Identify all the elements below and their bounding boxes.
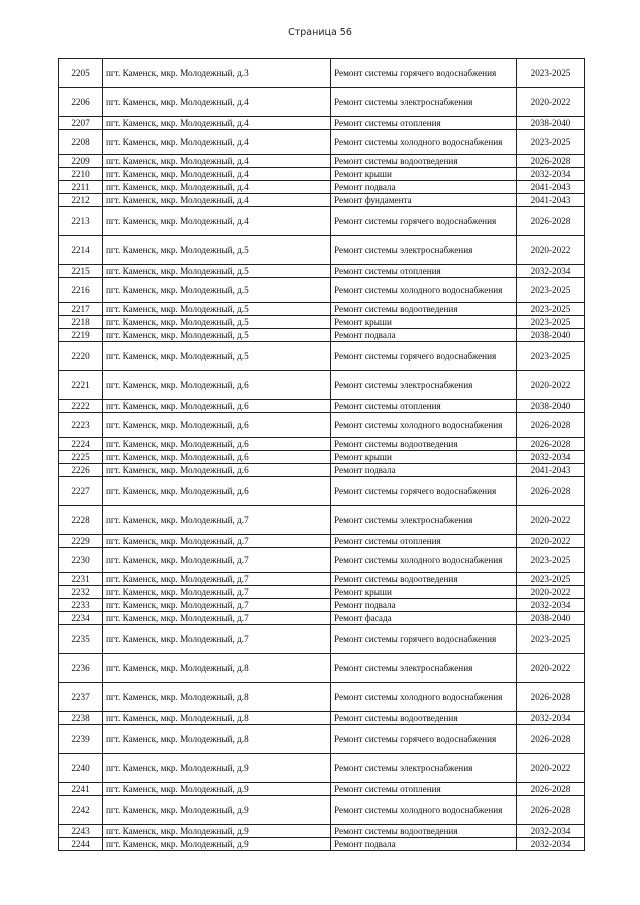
table-row — [59, 477, 585, 506]
table-row — [59, 625, 585, 654]
row-number-cell: 2210 — [59, 168, 103, 181]
period-cell: 2026-2028 — [517, 413, 585, 438]
row-number-cell: 2244 — [59, 838, 103, 851]
period-cell: 2026-2028 — [517, 155, 585, 168]
period-cell: 2038-2040 — [517, 117, 585, 130]
address-cell: пгт. Каменск, мкр. Молодежный, д.7 — [103, 612, 331, 625]
address-cell: пгт. Каменск, мкр. Молодежный, д.7 — [103, 535, 331, 548]
period-cell: 2026-2028 — [517, 683, 585, 712]
row-number-cell: 2236 — [59, 654, 103, 683]
address-cell: пгт. Каменск, мкр. Молодежный, д.9 — [103, 796, 331, 825]
address-cell: пгт. Каменск, мкр. Молодежный, д.5 — [103, 303, 331, 316]
period-cell: 2023-2025 — [517, 303, 585, 316]
work-type-cell: Ремонт системы электроснабжения — [331, 506, 517, 535]
page-number-header: Страница 56 — [288, 27, 352, 38]
table-row — [59, 683, 585, 712]
work-type-cell: Ремонт системы холодного водоснабжения — [331, 548, 517, 573]
period-cell: 2038-2040 — [517, 400, 585, 413]
row-number-cell: 2226 — [59, 464, 103, 477]
row-number-cell: 2234 — [59, 612, 103, 625]
work-type-cell: Ремонт системы водоотведения — [331, 712, 517, 725]
address-cell: пгт. Каменск, мкр. Молодежный, д.6 — [103, 464, 331, 477]
address-cell: пгт. Каменск, мкр. Молодежный, д.8 — [103, 654, 331, 683]
table-row — [59, 438, 585, 451]
table-row — [59, 303, 585, 316]
period-cell: 2020-2022 — [517, 88, 585, 117]
work-type-cell: Ремонт подвала — [331, 329, 517, 342]
address-cell: пгт. Каменск, мкр. Молодежный, д.7 — [103, 586, 331, 599]
row-number-cell: 2218 — [59, 316, 103, 329]
period-cell: 2023-2025 — [517, 625, 585, 654]
address-cell: пгт. Каменск, мкр. Молодежный, д.6 — [103, 451, 331, 464]
period-cell: 2041-2043 — [517, 194, 585, 207]
period-cell: 2023-2025 — [517, 573, 585, 586]
row-number-cell: 2221 — [59, 371, 103, 400]
table-row — [59, 207, 585, 236]
work-type-cell: Ремонт крыши — [331, 168, 517, 181]
period-cell: 2032-2034 — [517, 599, 585, 612]
work-type-cell: Ремонт системы водоотведения — [331, 825, 517, 838]
row-number-cell: 2222 — [59, 400, 103, 413]
table-row — [59, 506, 585, 535]
period-cell: 2023-2025 — [517, 278, 585, 303]
table-row — [59, 586, 585, 599]
table-row — [59, 316, 585, 329]
period-cell: 2032-2034 — [517, 838, 585, 851]
period-cell: 2020-2022 — [517, 586, 585, 599]
table-body — [59, 59, 585, 851]
period-cell: 2020-2022 — [517, 506, 585, 535]
row-number-cell: 2240 — [59, 754, 103, 783]
address-cell: пгт. Каменск, мкр. Молодежный, д.5 — [103, 329, 331, 342]
period-cell: 2032-2034 — [517, 825, 585, 838]
work-type-cell: Ремонт системы электроснабжения — [331, 371, 517, 400]
address-cell: пгт. Каменск, мкр. Молодежный, д.4 — [103, 194, 331, 207]
work-type-cell: Ремонт системы отопления — [331, 400, 517, 413]
period-cell: 2032-2034 — [517, 265, 585, 278]
table-row — [59, 278, 585, 303]
table-row — [59, 573, 585, 586]
address-cell: пгт. Каменск, мкр. Молодежный, д.4 — [103, 130, 331, 155]
work-type-cell: Ремонт системы водоотведения — [331, 303, 517, 316]
period-cell: 2038-2040 — [517, 329, 585, 342]
work-type-cell: Ремонт системы электроснабжения — [331, 654, 517, 683]
table-row — [59, 599, 585, 612]
row-number-cell: 2216 — [59, 278, 103, 303]
row-number-cell: 2225 — [59, 451, 103, 464]
period-cell: 2032-2034 — [517, 168, 585, 181]
work-type-cell: Ремонт системы водоотведения — [331, 573, 517, 586]
work-type-cell: Ремонт подвала — [331, 464, 517, 477]
table-row — [59, 654, 585, 683]
work-type-cell: Ремонт системы горячего водоснабжения — [331, 477, 517, 506]
period-cell: 2023-2025 — [517, 548, 585, 573]
work-type-cell: Ремонт системы горячего водоснабжения — [331, 207, 517, 236]
address-cell: пгт. Каменск, мкр. Молодежный, д.5 — [103, 316, 331, 329]
period-cell: 2038-2040 — [517, 612, 585, 625]
work-type-cell: Ремонт подвала — [331, 838, 517, 851]
address-cell: пгт. Каменск, мкр. Молодежный, д.5 — [103, 278, 331, 303]
table-row — [59, 371, 585, 400]
address-cell: пгт. Каменск, мкр. Молодежный, д.7 — [103, 599, 331, 612]
period-cell: 2026-2028 — [517, 438, 585, 451]
row-number-cell: 2230 — [59, 548, 103, 573]
period-cell: 2020-2022 — [517, 754, 585, 783]
address-cell: пгт. Каменск, мкр. Молодежный, д.5 — [103, 265, 331, 278]
row-number-cell: 2242 — [59, 796, 103, 825]
row-number-cell: 2233 — [59, 599, 103, 612]
row-number-cell: 2215 — [59, 265, 103, 278]
period-cell: 2032-2034 — [517, 451, 585, 464]
period-cell: 2026-2028 — [517, 725, 585, 754]
row-number-cell: 2206 — [59, 88, 103, 117]
address-cell: пгт. Каменск, мкр. Молодежный, д.7 — [103, 573, 331, 586]
row-number-cell: 2239 — [59, 725, 103, 754]
period-cell: 2026-2028 — [517, 796, 585, 825]
row-number-cell: 2241 — [59, 783, 103, 796]
work-type-cell: Ремонт системы водоотведения — [331, 155, 517, 168]
period-cell: 2020-2022 — [517, 371, 585, 400]
work-type-cell: Ремонт подвала — [331, 599, 517, 612]
row-number-cell: 2207 — [59, 117, 103, 130]
row-number-cell: 2223 — [59, 413, 103, 438]
address-cell: пгт. Каменск, мкр. Молодежный, д.4 — [103, 168, 331, 181]
table-row — [59, 464, 585, 477]
period-cell: 2023-2025 — [517, 130, 585, 155]
work-type-cell: Ремонт крыши — [331, 586, 517, 599]
address-cell: пгт. Каменск, мкр. Молодежный, д.4 — [103, 155, 331, 168]
table-row — [59, 451, 585, 464]
work-type-cell: Ремонт крыши — [331, 451, 517, 464]
row-number-cell: 2209 — [59, 155, 103, 168]
work-type-cell: Ремонт системы горячего водоснабжения — [331, 342, 517, 371]
row-number-cell: 2232 — [59, 586, 103, 599]
row-number-cell: 2224 — [59, 438, 103, 451]
period-cell: 2023-2025 — [517, 342, 585, 371]
address-cell: пгт. Каменск, мкр. Молодежный, д.6 — [103, 400, 331, 413]
work-type-cell: Ремонт подвала — [331, 181, 517, 194]
address-cell: пгт. Каменск, мкр. Молодежный, д.6 — [103, 413, 331, 438]
table-row — [59, 329, 585, 342]
work-type-cell: Ремонт крыши — [331, 316, 517, 329]
row-number-cell: 2211 — [59, 181, 103, 194]
address-cell: пгт. Каменск, мкр. Молодежный, д.7 — [103, 625, 331, 654]
address-cell: пгт. Каменск, мкр. Молодежный, д.4 — [103, 117, 331, 130]
address-cell: пгт. Каменск, мкр. Молодежный, д.3 — [103, 59, 331, 88]
row-number-cell: 2235 — [59, 625, 103, 654]
table-row — [59, 825, 585, 838]
table-row — [59, 783, 585, 796]
work-type-cell: Ремонт системы отопления — [331, 265, 517, 278]
table-row — [59, 194, 585, 207]
work-type-cell: Ремонт системы электроснабжения — [331, 88, 517, 117]
address-cell: пгт. Каменск, мкр. Молодежный, д.8 — [103, 712, 331, 725]
row-number-cell: 2228 — [59, 506, 103, 535]
table-row — [59, 59, 585, 88]
row-number-cell: 2205 — [59, 59, 103, 88]
address-cell: пгт. Каменск, мкр. Молодежный, д.9 — [103, 825, 331, 838]
work-type-cell: Ремонт системы горячего водоснабжения — [331, 725, 517, 754]
work-type-cell: Ремонт системы горячего водоснабжения — [331, 625, 517, 654]
work-type-cell: Ремонт системы электроснабжения — [331, 754, 517, 783]
table-row — [59, 796, 585, 825]
address-cell: пгт. Каменск, мкр. Молодежный, д.7 — [103, 506, 331, 535]
period-cell: 2026-2028 — [517, 783, 585, 796]
period-cell: 2020-2022 — [517, 535, 585, 548]
work-type-cell: Ремонт системы холодного водоснабжения — [331, 683, 517, 712]
address-cell: пгт. Каменск, мкр. Молодежный, д.5 — [103, 236, 331, 265]
address-cell: пгт. Каменск, мкр. Молодежный, д.9 — [103, 838, 331, 851]
address-cell: пгт. Каменск, мкр. Молодежный, д.9 — [103, 754, 331, 783]
row-number-cell: 2238 — [59, 712, 103, 725]
period-cell: 2020-2022 — [517, 654, 585, 683]
address-cell: пгт. Каменск, мкр. Молодежный, д.4 — [103, 181, 331, 194]
row-number-cell: 2227 — [59, 477, 103, 506]
address-cell: пгт. Каменск, мкр. Молодежный, д.4 — [103, 207, 331, 236]
address-cell: пгт. Каменск, мкр. Молодежный, д.6 — [103, 371, 331, 400]
table-row — [59, 535, 585, 548]
row-number-cell: 2217 — [59, 303, 103, 316]
period-cell: 2023-2025 — [517, 59, 585, 88]
work-type-cell: Ремонт системы отопления — [331, 783, 517, 796]
address-cell: пгт. Каменск, мкр. Молодежный, д.6 — [103, 477, 331, 506]
period-cell: 2032-2034 — [517, 712, 585, 725]
address-cell: пгт. Каменск, мкр. Молодежный, д.5 — [103, 342, 331, 371]
table-row — [59, 754, 585, 783]
repair-schedule-table — [58, 58, 585, 851]
table-row — [59, 612, 585, 625]
work-type-cell: Ремонт системы водоотведения — [331, 438, 517, 451]
table-row — [59, 400, 585, 413]
table-row — [59, 181, 585, 194]
work-type-cell: Ремонт системы холодного водоснабжения — [331, 278, 517, 303]
table-row — [59, 168, 585, 181]
work-type-cell: Ремонт системы отопления — [331, 535, 517, 548]
period-cell: 2026-2028 — [517, 477, 585, 506]
address-cell: пгт. Каменск, мкр. Молодежный, д.8 — [103, 683, 331, 712]
table-row — [59, 725, 585, 754]
work-type-cell: Ремонт системы холодного водоснабжения — [331, 413, 517, 438]
period-cell: 2026-2028 — [517, 207, 585, 236]
period-cell: 2020-2022 — [517, 236, 585, 265]
address-cell: пгт. Каменск, мкр. Молодежный, д.8 — [103, 725, 331, 754]
table-row — [59, 265, 585, 278]
table-row — [59, 117, 585, 130]
table-row — [59, 130, 585, 155]
row-number-cell: 2213 — [59, 207, 103, 236]
table-row — [59, 88, 585, 117]
row-number-cell: 2219 — [59, 329, 103, 342]
work-type-cell: Ремонт системы отопления — [331, 117, 517, 130]
work-type-cell: Ремонт фундамента — [331, 194, 517, 207]
address-cell: пгт. Каменск, мкр. Молодежный, д.9 — [103, 783, 331, 796]
work-type-cell: Ремонт системы холодного водоснабжения — [331, 130, 517, 155]
row-number-cell: 2231 — [59, 573, 103, 586]
row-number-cell: 2212 — [59, 194, 103, 207]
row-number-cell: 2220 — [59, 342, 103, 371]
row-number-cell: 2214 — [59, 236, 103, 265]
address-cell: пгт. Каменск, мкр. Молодежный, д.7 — [103, 548, 331, 573]
address-cell: пгт. Каменск, мкр. Молодежный, д.6 — [103, 438, 331, 451]
period-cell: 2041-2043 — [517, 181, 585, 194]
row-number-cell: 2237 — [59, 683, 103, 712]
table-row — [59, 838, 585, 851]
row-number-cell: 2243 — [59, 825, 103, 838]
row-number-cell: 2229 — [59, 535, 103, 548]
work-type-cell: Ремонт системы горячего водоснабжения — [331, 59, 517, 88]
period-cell: 2041-2043 — [517, 464, 585, 477]
table-row — [59, 236, 585, 265]
table-row — [59, 342, 585, 371]
period-cell: 2023-2025 — [517, 316, 585, 329]
table-row — [59, 155, 585, 168]
table-row — [59, 712, 585, 725]
address-cell: пгт. Каменск, мкр. Молодежный, д.4 — [103, 88, 331, 117]
table-row — [59, 413, 585, 438]
work-type-cell: Ремонт фасада — [331, 612, 517, 625]
work-type-cell: Ремонт системы электроснабжения — [331, 236, 517, 265]
row-number-cell: 2208 — [59, 130, 103, 155]
table-row — [59, 548, 585, 573]
work-type-cell: Ремонт системы холодного водоснабжения — [331, 796, 517, 825]
